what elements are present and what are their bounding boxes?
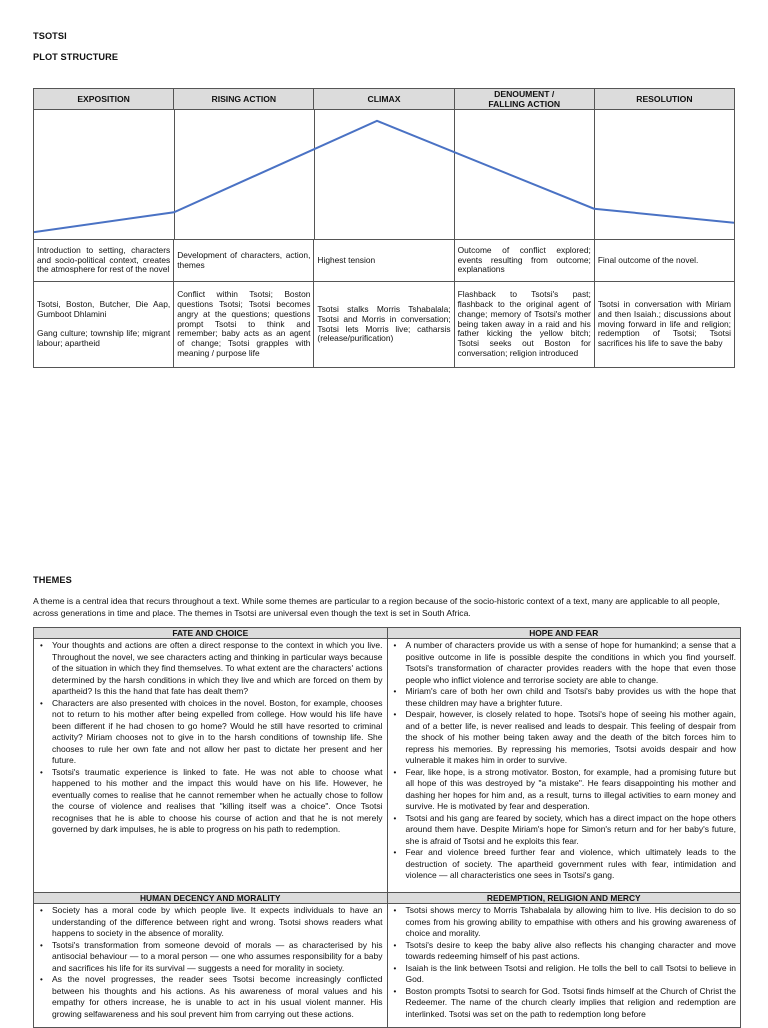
themes-body-row bbox=[33, 638, 741, 893]
plot-definition-cell: Highest tension bbox=[314, 240, 454, 281]
theme-heading-hope-fear: HOPE AND FEAR bbox=[388, 628, 741, 639]
list-item: • A number of characters provide us with a sense of hope for humankind; a sense that a positive outcome in life is possible despite the conditions in which you find yourself. Tsotsi's transformation of character provides readers with the hope that even those people who inflict violence and terrorise society are able to change. bbox=[392, 640, 737, 686]
plot-definition-cell: Final outcome of the novel. bbox=[597, 254, 699, 265]
plot-definition-cell: Development of characters, action, themes bbox=[174, 240, 314, 281]
plot-definitions-row bbox=[33, 239, 735, 282]
plot-events-cell: Tsotsi stalks Morris Tshabalala; Tsotsi and Morris in conversation; Tsotsi lets Morris live; catharsis (release/purification) bbox=[314, 282, 454, 367]
theme-body-decency-morality bbox=[34, 904, 388, 1027]
theme-heading-decency-morality: HUMAN DECENCY AND MORALITY bbox=[34, 893, 388, 904]
list-item: • Tsotsi shows mercy to Morris Tshabalala by allowing him to live. His decision to do so comes from his growing ability to empathise with others and his growing awareness of choice and morality. bbox=[392, 905, 737, 940]
theme-heading-fate-choice: FATE AND CHOICE bbox=[34, 628, 388, 639]
list-item: • Tsotsi and his gang are feared by society, which has a direct impact on the hope others around them have. Despite Miriam's hope for Simon's return and for her baby's future, she is afraid of Tsotsi and he exploits this fear. bbox=[392, 813, 737, 848]
theme-body-fate-choice bbox=[34, 639, 388, 892]
plot-arc-chart bbox=[34, 110, 734, 239]
plot-col-exposition: EXPOSITION bbox=[34, 89, 174, 109]
themes-body-row bbox=[33, 903, 741, 1028]
plot-col-resolution: RESOLUTION bbox=[636, 94, 693, 104]
list-item: • Isaiah is the link between Tsotsi and religion. He tolls the bell to call Tsotsi to believe in God. bbox=[392, 963, 737, 986]
plot-events-cell: Tsotsi in conversation with Miriam and then Isaiah.; discussions about moving forward in life and religion; redemption of Tsotsi; Tsotsi sacrifices his life to save the baby bbox=[597, 298, 732, 349]
plot-events-cell: Tsotsi, Boston, Butcher, Die Aap, Gumboot Dhlamini Gang culture; township life; migrant labour; apartheid bbox=[34, 282, 174, 367]
plot-graph-row bbox=[33, 109, 735, 240]
list-item: • Tsotsi's traumatic experience is linked to fate. He was not able to choose what happened to his mother and the impact this would have on his life. However, he eventually comes to realise that he cannot remember when he actually chose to follow the course of violence and realises that "killing itself was a choice". Once Tsotsi recognises that he is able to choose his course of action and that he is not merely governed by dark impulses, he is able to progress on his path to redemption. bbox=[38, 767, 383, 836]
plot-col-denouement: DENOUMENT / FALLING ACTION bbox=[455, 89, 595, 109]
themes-heading: THEMES bbox=[33, 575, 72, 585]
theme-body-hope-fear bbox=[388, 639, 741, 892]
plot-structure-heading: PLOT STRUCTURE bbox=[33, 52, 119, 62]
plot-definition-cell: Introduction to setting, characters and socio-political context, creates the atmosphere for rest of the novel bbox=[34, 240, 174, 281]
list-item: • Your thoughts and actions are often a direct response to the context in which you live. Throughout the novel, we see characters acting and thinking in particular ways because of the situation in which they find themselves. To what extent are the characters' actions determined by the harsh conditions in which they live and which are forced on them by apartheid? Is this the hand that fate has dealt them? bbox=[38, 640, 383, 698]
plot-header-row bbox=[33, 88, 735, 110]
list-item: • Characters are also presented with choices in the novel. Boston, for example, chooses not to return to his mother after being expelled from college. How would his life have been different if he had chosen to go home? Would he still have resorted to criminal activity? Miriam chooses not to give in to the harsh conditions of township life. She chooses to rule her own fate and not allow her past to dictate her present and her future. bbox=[38, 698, 383, 767]
plot-structure-table bbox=[33, 88, 735, 368]
plot-events-cell: Flashback to Tsotsi's past; flashback to the original agent of change; memory of Tsotsi's mother being taken away in a raid and his father kicking the yellow bitch; Tsotsi seeks out Boston for conversation; religion introduced bbox=[455, 282, 595, 367]
theme-body-redemption-religion bbox=[388, 904, 741, 1027]
theme-heading-redemption-religion: REDEMPTION, RELIGION AND MERCY bbox=[388, 893, 741, 904]
plot-events-row bbox=[33, 281, 735, 368]
list-item: • As the novel progresses, the reader sees Tsotsi become increasingly conflicted between his thoughts and his actions. As his awareness of moral values and his empathy for others increase, he is unable to act in his usual violent manner. His growing selfawareness and his soul prevent him from carrying out these actions. bbox=[38, 974, 383, 1020]
list-item: • Tsotsi's transformation from someone devoid of morals — as characterised by his antisocial behaviour — to a moral person — one who assumes responsibility for a baby and sacrifices his life for its survival — suggests a need for morality in society. bbox=[38, 940, 383, 975]
list-item: • Fear, like hope, is a strong motivator. Boston, for example, had a promising future but all hope of this was destroyed by "a mistake". He fears disappointing his mother and dashing her hopes for him and, as a result, turns to illegal activities to earn money and survive. He is motivated by fear and desperation. bbox=[392, 767, 737, 813]
themes-intro: A theme is a central idea that recurs throughout a text. While some themes are particular to a region because of the socio-historic context of a text, many are applicable to all people, across generations in time and place. The themes in Tsotsi are universal even though the text is set in South Africa. bbox=[33, 596, 720, 618]
list-item: • Society has a moral code by which people live. It expects individuals to have an understanding of the difference between right and wrong. Tsotsi shows readers what happens to society in the absence of morality. bbox=[38, 905, 383, 940]
plot-arc-line bbox=[34, 121, 734, 232]
plot-col-climax: CLIMAX bbox=[314, 89, 454, 109]
list-item: • Boston prompts Tsotsi to search for God. Tsotsi finds himself at the Church of Christ the Redeemer. The name of the church clearly implies that religion and redemption are interlinked. Tsotsi was set on the path to redemption long before bbox=[392, 986, 737, 1021]
themes-table bbox=[33, 627, 741, 1024]
plot-events-cell: Conflict within Tsotsi; Boston questions Tsotsi; Tsotsi becomes angry at the questions; questions prompt Tsotsi to think and remember; baby acts as an agent of change; Tsotsi grapples with meaning / purpose life bbox=[174, 282, 314, 367]
list-item: • Fear and violence breed further fear and violence, which ultimately leads to the destruction of society. The apartheid government rules with fear, intimidation and violence — all characteristics one sees in Tsotsi's gang. bbox=[392, 847, 737, 882]
plot-col-rising-action: RISING ACTION bbox=[174, 89, 314, 109]
list-item: • Tsotsi's desire to keep the baby alive also reflects his changing character and move towards redeeming himself of his past actions. bbox=[392, 940, 737, 963]
plot-definition-cell: Outcome of conflict explored; events resulting from outcome; explanations bbox=[455, 240, 595, 281]
list-item: • Despair, however, is closely related to hope. Tsotsi's hope of seeing his mother again, and of a better life, is never realised and leads to despair. This feeling of despair from the shock of his mother being taken away and the death of the bitch forces him to repress his memories. By repressing his memories, Tsotsi avoids despair and how vulnerable it makes him in order to survive. bbox=[392, 709, 737, 767]
list-item: • Miriam's care of both her own child and Tsotsi's baby provides us with the hope that these children may have a brighter future. bbox=[392, 686, 737, 709]
doc-title: TSOTSI bbox=[33, 31, 67, 41]
